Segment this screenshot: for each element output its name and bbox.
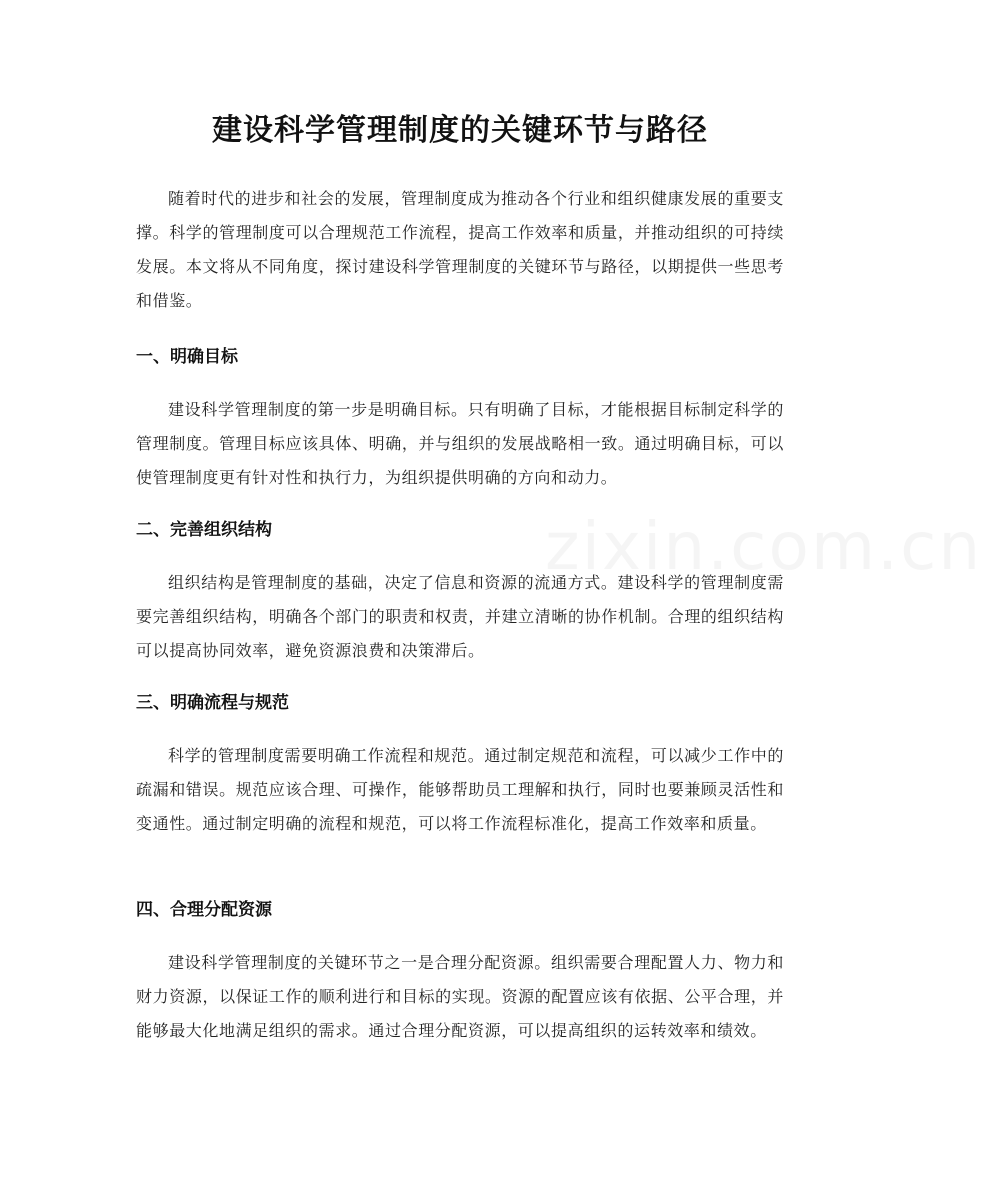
section-body-3: 科学的管理制度需要明确工作流程和规范。通过制定规范和流程，可以减少工作中的疏漏和错误。规范应该合理、可操作，能够帮助员工理解和执行，同时也要兼顾灵活性和变通性。通过制定明确的流程和规范，可以将工作流程标准化，提高工作效率和质量。 (136, 746, 784, 833)
document-title: 建设科学管理制度的关键环节与路径 (212, 113, 708, 148)
section-body-2: 组织结构是管理制度的基础，决定了信息和资源的流通方式。建设科学的管理制度需要完善组织结构，明确各个部门的职责和权责，并建立清晰的协作机制。合理的组织结构可以提高协同效率，避免资源浪费和决策滞后。 (136, 573, 784, 660)
watermark: zixin.com.cn (545, 508, 982, 585)
section-heading-4: 四、合理分配资源 (136, 900, 272, 920)
section-heading-2: 二、完善组织结构 (136, 520, 272, 540)
section-body-4: 建设科学管理制度的关键环节之一是合理分配资源。组织需要合理配置人力、物力和财力资源，以保证工作的顺利进行和目标的实现。资源的配置应该有依据、公平合理，并能够最大化地满足组织的需求。通过合理分配资源，可以提高组织的运转效率和绩效。 (136, 953, 784, 1040)
section-body-1: 建设科学管理制度的第一步是明确目标。只有明确了目标，才能根据目标制定科学的管理制度。管理目标应该具体、明确，并与组织的发展战略相一致。通过明确目标，可以使管理制度更有针对性和执行力，为组织提供明确的方向和动力。 (136, 400, 784, 487)
section-heading-1: 一、明确目标 (136, 347, 238, 367)
intro-paragraph: 随着时代的进步和社会的发展，管理制度成为推动各个行业和组织健康发展的重要支撑。科学的管理制度可以合理规范工作流程，提高工作效率和质量，并推动组织的可持续发展。本文将从不同角度，探讨建设科学管理制度的关键环节与路径，以期提供一些思考和借鉴。 (136, 189, 784, 310)
section-heading-3: 三、明确流程与规范 (136, 693, 289, 713)
